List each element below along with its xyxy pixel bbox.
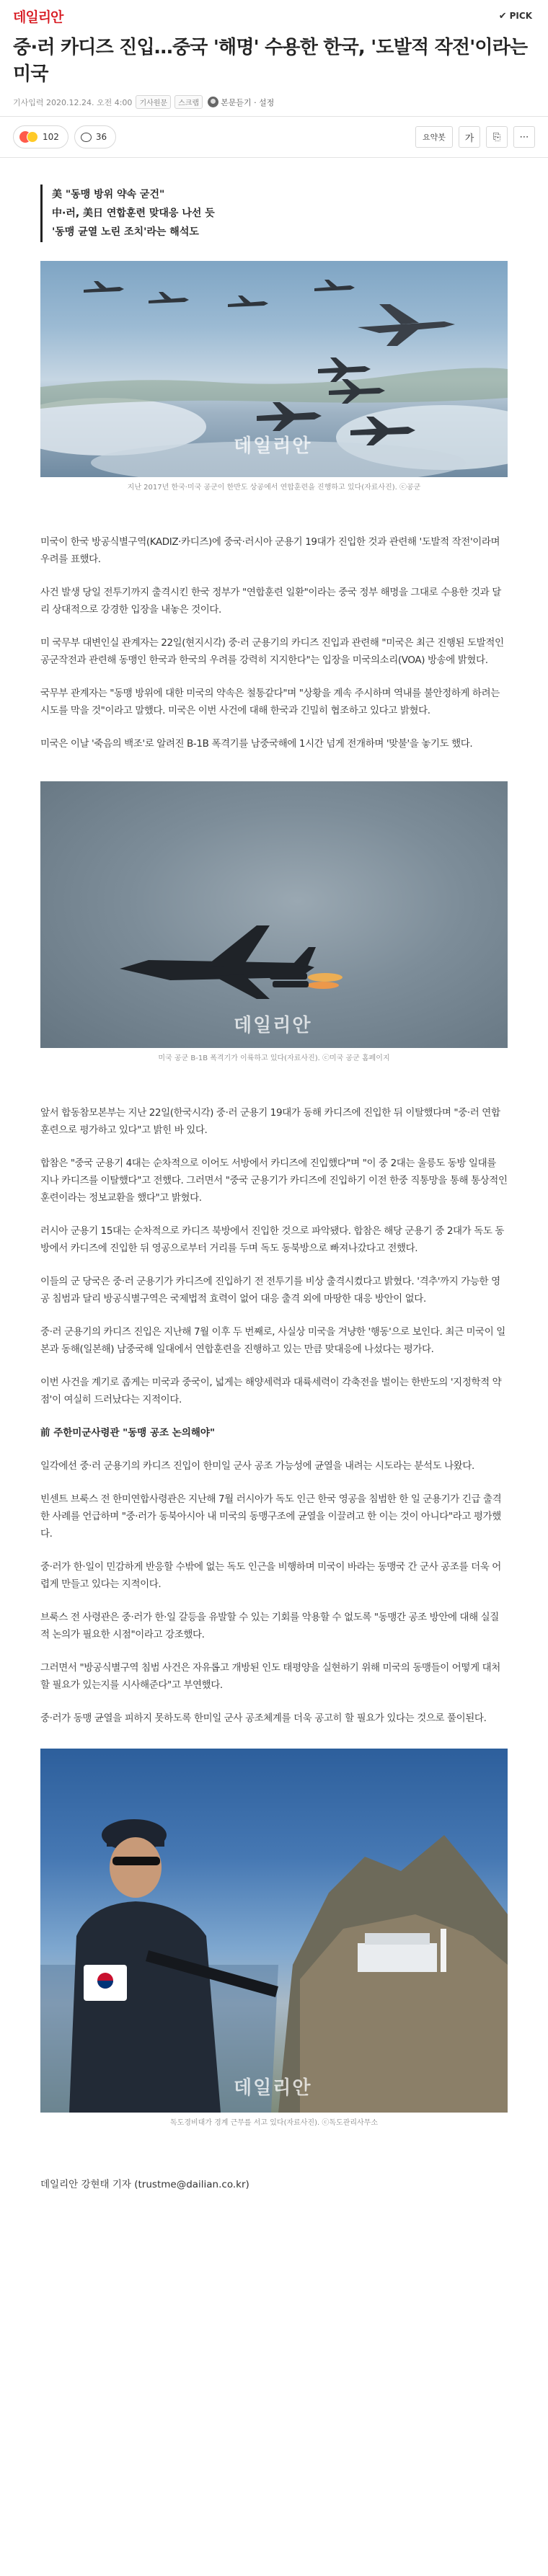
subheadline-block <box>40 185 508 242</box>
reaction-button[interactable] <box>13 125 68 148</box>
scrap-button[interactable]: 스크랩 <box>174 95 203 109</box>
paragraph: 러시아 군용기 15대는 순차적으로 카디즈 북방에서 진입한 것으로 파악됐다. 합참은 해당 군용기 중 2대가 독도 동방에서 카디즈에 진입한 뒤 영공으로부터 거리를 두며 독도 동북방으로 빠져나갔다고 전했다. <box>40 1225 505 1254</box>
photo-caption: 지난 2017년 한국·미국 공군이 한반도 상공에서 연합훈련을 진행하고 있다(자료사진). ⓒ공군 <box>127 484 421 492</box>
paragraph: 그러면서 "방공식별구역 침범 사건은 자유롭고 개방된 인도 태평양을 실현하기 위해 미국의 동맹들이 어떻게 대처할 필요가 있는지를 시사해준다"고 부연했다. <box>40 1662 500 1691</box>
paragraph: 미국은 이날 '죽음의 백조'로 알려진 B-1B 폭격기를 남중국해에 1시간 넘게 전개하며 '맞불'을 놓기도 했다. <box>40 738 473 750</box>
paragraph: 앞서 합동참모본부는 지난 22일(한국시각) 중·러 군용기 19대가 동해 카디즈에 진입한 뒤 이탈했다며 "중·러 연합훈련으로 평가하고 있다"고 밝힌 바 있다. <box>40 1107 500 1136</box>
paragraph: 미 국무부 대변인실 관계자는 22일(현지시각) 중·러 군용기의 카디즈 진입과 관련해 "미국은 최근 진행된 도발적인 공군작전과 관련해 동맹인 한국과 한국의 우려를 강력히 지지한다"는 입장을 미국의소리(VOA) 방송에 밝혔다. <box>40 637 504 666</box>
article-figure <box>40 1749 508 2128</box>
paragraph: 일각에선 중·러 군용기의 카디즈 진입이 한미일 군사 공조 가능성에 균열을 내려는 시도라는 분석도 나왔다. <box>40 1460 474 1472</box>
subheadline: 中·러, 美日 연합훈련 맞대응 나선 듯 <box>52 208 215 219</box>
share-button[interactable]: ⎘ <box>486 126 508 148</box>
original-article-button[interactable]: 기사원문 <box>136 95 171 109</box>
comment-icon <box>81 133 92 142</box>
paragraph: 중·러 군용기의 카디즈 진입은 지난해 7월 이후 두 번째로, 사실상 미국을 겨냥한 '행동'으로 보인다. 최근 미국이 일본과 동해(일본해) 남중국해 일대에서 연합훈련을 진행하고 있는 만큼 맞대응에 나섰다는 평가다. <box>40 1326 505 1355</box>
dokdo-guard-illustration <box>40 1749 508 2113</box>
subheadline: 美 "동맹 방위 약속 굳건" <box>52 189 165 200</box>
paragraph: 미국이 한국 방공식별구역(KADIZ·카디즈)에 중국·러시아 군용기 19대가 진입한 것과 관련해 '도발적 작전'이라며 우려를 표했다. <box>40 536 500 565</box>
reaction-count: 102 <box>43 132 59 142</box>
divider <box>0 157 548 158</box>
paragraph: 이번 사건을 계기로 좁게는 미국과 중국이, 넓게는 해양세력과 대륙세력이 각축전을 벌이는 한반도의 '지정학적 약점'이 여실히 드러났다는 지적이다. <box>40 1377 502 1405</box>
dokdo-guard-photo[interactable] <box>40 1749 508 2113</box>
paragraph: 사건 발생 당일 전투기까지 출격시킨 한국 정부가 "연합훈련 일환"이라는 중국 정부 해명을 그대로 수용한 것과 달리 상대적으로 강경한 입장을 내놓은 것이다. <box>40 587 501 616</box>
pick-label: PICK <box>509 11 532 21</box>
photo-caption: 미국 공군 B-1B 폭격기가 이륙하고 있다(자료사진). ⓒ미국 공군 홈페이지 <box>158 1054 390 1062</box>
article-title: 중·러 카디즈 진입…중국 '해명' 수용한 한국, '도발적 작전'이라는 미국 <box>13 37 528 85</box>
reporter-byline: 데일리안 강현태 기자 (trustme@dailian.co.kr) <box>40 2179 249 2190</box>
action-row <box>0 117 548 157</box>
article-meta <box>0 88 548 109</box>
summary-bot-button[interactable]: 요약봇 <box>415 126 453 148</box>
article-figure <box>40 261 508 493</box>
paragraph: 국무부 관계자는 "동맹 방위에 대한 미국의 약속은 철통같다"며 "상황을 계속 주시하며 역내를 불안정하게 하려는 시도를 막을 것"이라고 말했다. 미국은 이번 사건에 대해 한국과 긴밀히 협조하고 있다고 밝혔다. <box>40 688 500 716</box>
photo-watermark: 데일리안 <box>234 1015 312 1036</box>
paragraph: 빈센트 브룩스 전 한미연합사령관은 지난해 7월 러시아가 독도 인근 한국 영공을 침범한 한 일 군용기가 긴급 출격한 사례를 언급하며 "중·러가 동북아시아 내 미국의 동맹구조에 균열을 이끌려고 한 이는 것이 아니다"라고 평가했다. <box>40 1493 502 1540</box>
speaker-icon <box>208 97 218 107</box>
listen-settings-label: 본문듣기 · 설정 <box>221 97 275 107</box>
paragraph: 브룩스 전 사령관은 중·러가 한·일 갈등을 유발할 수 있는 기회를 악용할 수 없도록 "동맹간 공조 방안에 대해 실질적 논의가 필요한 시점"이라고 강조했다. <box>40 1612 499 1640</box>
paragraph: 합참은 "중국 군용기 4대는 순차적으로 이어도 서방에서 카디즈에 진입했다"며 "이 중 2대는 울릉도 동방 일대를 지나 카디즈를 이탈했다"고 전했다. 그러면서 "중국 군용기가 카디즈에 진입하기 이전 한중 직통망을 통해 통상적인 훈련이라는 정보교환을 했다"고 밝혔다. <box>40 1158 508 1204</box>
top-bar <box>0 0 548 32</box>
check-icon: ✔ <box>498 10 507 22</box>
comment-count: 36 <box>95 132 107 142</box>
reaction-emoji-icon <box>19 131 38 143</box>
comment-button[interactable] <box>74 125 116 148</box>
photo-watermark: 데일리안 <box>234 435 312 457</box>
more-button[interactable]: ⋯ <box>513 126 535 148</box>
paragraph: 중·러가 동맹 균열을 피하지 못하도록 한미일 군사 공조체계를 더욱 공고히 할 필요가 있다는 것으로 풀이된다. <box>40 1713 487 1724</box>
font-size-button[interactable]: 가 <box>459 126 480 148</box>
article-figure <box>40 781 508 1064</box>
paragraph: 이들의 군 당국은 중·러 군용기가 카디즈에 진입하기 전 전투기를 비상 출격시켰다고 밝혔다. '격추'까지 가능한 영공 침범과 달리 방공식별구역은 국제법적 효력이 없어 대응 출격 외에 마땅한 대응 방안이 없다. <box>40 1276 500 1305</box>
fighter-jets-photo[interactable] <box>40 261 508 477</box>
pick-button[interactable] <box>499 11 532 22</box>
section-heading: 前 주한미군사령관 "동맹 공조 논의해야" <box>40 1427 215 1439</box>
photo-caption: 독도경비대가 경계 근무를 서고 있다(자료사진). ⓒ독도관리사무소 <box>169 2119 379 2127</box>
article-body <box>0 185 548 2190</box>
paragraph: 중·러가 한·일이 민감하게 반응할 수밖에 없는 독도 인근을 비행하며 미국이 바라는 동맹국 간 군사 공조를 더욱 어렵게 만들고 있다는 지적이다. <box>40 1561 501 1590</box>
subheadline: '동맹 균열 노린 조치'라는 해석도 <box>52 226 199 238</box>
article-date: 기사입력 2020.12.24. 오전 4:00 <box>13 97 133 107</box>
press-logo[interactable]: 데일리안 <box>13 9 63 25</box>
photo-watermark: 데일리안 <box>234 2077 312 2099</box>
bomber-photo[interactable] <box>40 781 508 1048</box>
listen-settings[interactable] <box>208 97 274 108</box>
bomber-illustration <box>40 781 508 1048</box>
